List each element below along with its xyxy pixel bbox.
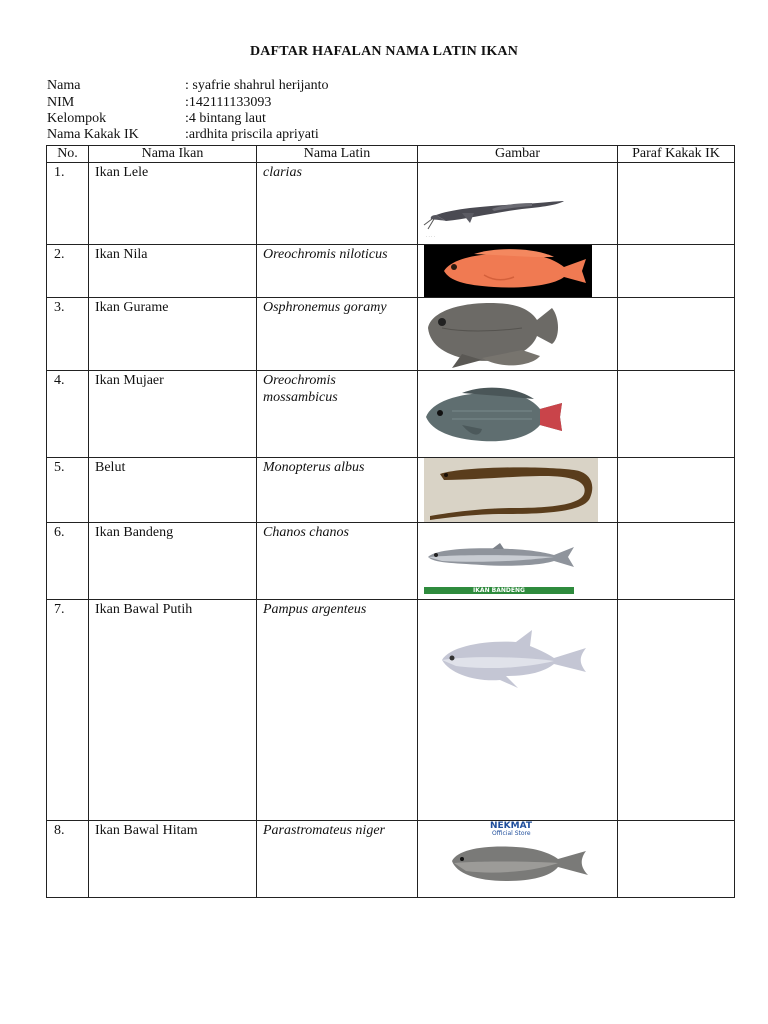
table-row xyxy=(47,163,735,245)
info-value: :4 bintang laut xyxy=(185,111,266,126)
fish-table xyxy=(46,145,735,898)
paraf-cell xyxy=(618,523,735,600)
latin-name: Oreochromis mossambicus xyxy=(257,371,418,458)
fish-name: Ikan Mujaer xyxy=(89,371,257,458)
latin-name: Chanos chanos xyxy=(257,523,418,600)
fish-name: Ikan Nila xyxy=(89,245,257,298)
black-pomfret-icon xyxy=(446,839,596,889)
table-header-row xyxy=(47,146,735,163)
fish-name: Ikan Bawal Hitam xyxy=(89,821,257,898)
info-value: :142111133093 xyxy=(185,95,272,110)
fish-name: Ikan Lele xyxy=(89,163,257,245)
paraf-cell xyxy=(618,821,735,898)
gourami-icon xyxy=(422,298,572,370)
bandeng-caption: IKAN BANDENG xyxy=(424,587,574,594)
milkfish-icon xyxy=(422,535,582,579)
row-number: 8. xyxy=(47,821,89,898)
fish-image-cell xyxy=(418,458,618,523)
table-row xyxy=(47,523,735,600)
tilapia-icon xyxy=(422,381,572,451)
fish-image-cell xyxy=(418,163,618,245)
row-number: 2. xyxy=(47,245,89,298)
eel-icon xyxy=(424,458,598,522)
table-row xyxy=(47,298,735,371)
silver-pomfret-icon xyxy=(436,628,606,698)
header-nama-latin: Nama Latin xyxy=(257,146,418,163)
info-key: Nama Kakak IK xyxy=(47,127,139,142)
red-tilapia-icon xyxy=(424,245,592,297)
fish-name: Ikan Bandeng xyxy=(89,523,257,600)
latin-name: Parastromateus niger xyxy=(257,821,418,898)
latin-name: Osphronemus goramy xyxy=(257,298,418,371)
info-value: : syafrie shahrul herijanto xyxy=(185,78,329,93)
paraf-cell xyxy=(618,245,735,298)
paraf-cell xyxy=(618,600,735,821)
svg-text:. . . .: . . . . xyxy=(426,233,435,238)
info-key: Kelompok xyxy=(47,111,107,126)
catfish-icon xyxy=(422,179,582,239)
fish-name: Ikan Gurame xyxy=(89,298,257,371)
header-nama-ikan: Nama Ikan xyxy=(89,146,257,163)
table-row xyxy=(47,821,735,898)
fish-image-cell xyxy=(418,298,618,371)
nekmat-logo: NEKMAT xyxy=(490,821,533,831)
paraf-cell xyxy=(618,298,735,371)
table-row xyxy=(47,245,735,298)
fish-image-cell xyxy=(418,245,618,298)
nekmat-subtitle: Official Store xyxy=(492,830,531,837)
table-row xyxy=(47,371,735,458)
fish-image-cell xyxy=(418,371,618,458)
row-number: 5. xyxy=(47,458,89,523)
header-no: No. xyxy=(47,146,89,163)
table-row xyxy=(47,600,735,821)
paraf-cell xyxy=(618,371,735,458)
fish-image-cell xyxy=(418,821,618,898)
fish-image-cell xyxy=(418,600,618,821)
header-paraf: Paraf Kakak IK xyxy=(618,146,735,163)
row-number: 1. xyxy=(47,163,89,245)
paraf-cell xyxy=(618,163,735,245)
fish-name: Belut xyxy=(89,458,257,523)
table-row xyxy=(47,458,735,523)
row-number: 4. xyxy=(47,371,89,458)
row-number: 3. xyxy=(47,298,89,371)
latin-name: Pampus argenteus xyxy=(257,600,418,821)
document-title: DAFTAR HAFALAN NAMA LATIN IKAN xyxy=(249,44,519,59)
latin-name: clarias xyxy=(257,163,418,245)
info-key: Nama xyxy=(47,78,81,93)
info-key: NIM xyxy=(47,95,75,110)
row-number: 7. xyxy=(47,600,89,821)
info-value: :ardhita priscila apriyati xyxy=(185,127,319,142)
latin-name: Oreochromis niloticus xyxy=(257,245,418,298)
row-number: 6. xyxy=(47,523,89,600)
fish-name: Ikan Bawal Putih xyxy=(89,600,257,821)
latin-name: Monopterus albus xyxy=(257,458,418,523)
fish-image-cell xyxy=(418,523,618,600)
header-gambar: Gambar xyxy=(418,146,618,163)
paraf-cell xyxy=(618,458,735,523)
